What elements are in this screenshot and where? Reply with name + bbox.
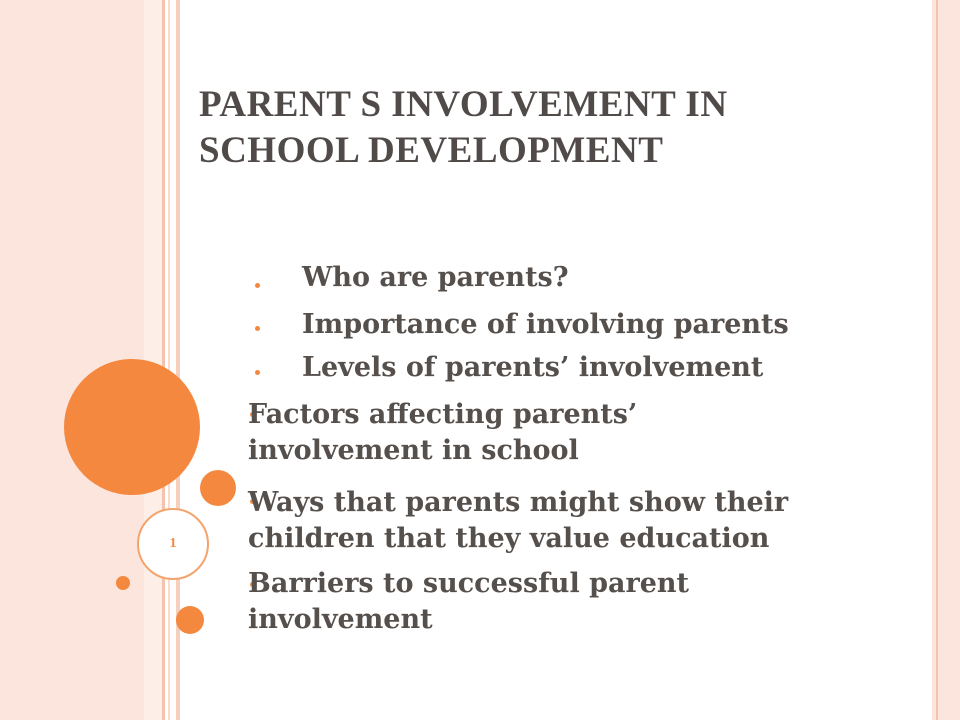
page-number-badge xyxy=(137,508,209,580)
left-decorative-line xyxy=(162,0,165,720)
bullet-item-ways-line-2: children that they value education xyxy=(248,523,770,554)
slide-title-line-2: SCHOOL DEVELOPMENT xyxy=(199,130,664,171)
bullet-marker xyxy=(255,283,260,288)
bullet-item-ways xyxy=(248,485,918,557)
bullet-item-barriers xyxy=(248,566,918,638)
bullet-marker xyxy=(255,370,260,375)
bullet-item-factors xyxy=(248,397,918,469)
bullet-item-levels: Levels of parents’ involvement xyxy=(302,352,764,383)
bullet-item-factors-line-1: Factors affecting parents’ xyxy=(248,399,638,430)
page-number: 1 xyxy=(169,536,177,551)
bullet-item-barriers-line-2: involvement xyxy=(248,604,433,635)
dot-circle-decoration xyxy=(176,606,204,634)
left-decorative-line xyxy=(168,0,170,720)
small-circle-decoration xyxy=(116,576,130,590)
slide-title xyxy=(199,82,899,174)
large-circle-decoration xyxy=(64,359,200,495)
bullet-item-factors-line-2: involvement in school xyxy=(248,435,579,466)
bullet-marker xyxy=(255,326,260,331)
bullet-item-ways-line-1: Ways that parents might show their xyxy=(248,487,789,518)
bullet-item-importance: Importance of involving parents xyxy=(302,309,789,340)
slide-title-line-1: PARENT S INVOLVEMENT IN xyxy=(199,84,728,125)
bullet-item-barriers-line-1: Barriers to successful parent xyxy=(248,568,689,599)
medium-circle-decoration xyxy=(200,470,236,506)
bullet-item-who-are-parents: Who are parents? xyxy=(302,262,569,293)
right-decorative-line xyxy=(936,0,938,720)
